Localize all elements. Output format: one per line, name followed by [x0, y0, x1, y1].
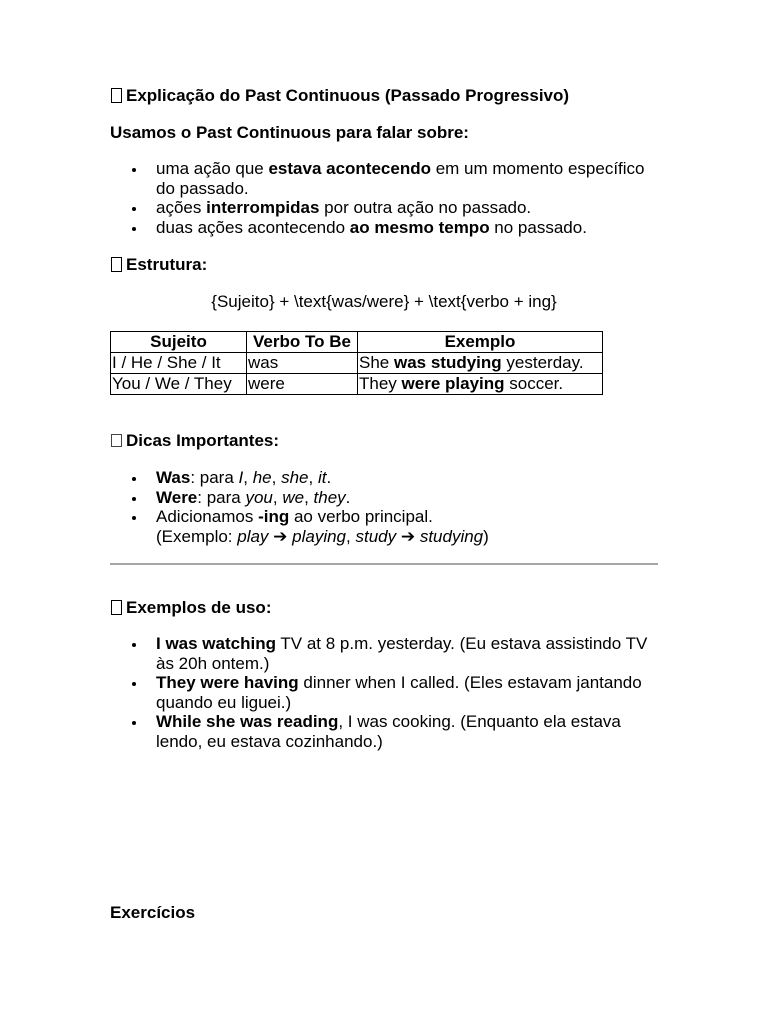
- missing-glyph-icon: [111, 600, 122, 615]
- list-item: uma ação que estava acontecendo em um momento específico do passado.: [110, 159, 658, 198]
- uses-heading: Usamos o Past Continuous para falar sobre:: [110, 123, 469, 142]
- tips-title: Dicas Importantes:: [126, 431, 280, 450]
- exercises-heading: Exercícios: [110, 903, 196, 922]
- list-item: Adicionamos -ing ao verbo principal. (Exemplo: play ➔ playing, study ➔ studying): [110, 507, 658, 546]
- missing-glyph-icon: [111, 257, 122, 272]
- examples-heading: [110, 598, 271, 618]
- table-cell: was: [247, 353, 358, 374]
- table-header-row: [111, 332, 603, 353]
- explanation-title: Explicação do Past Continuous (Passado Progressivo): [126, 86, 570, 105]
- structure-title: Estrutura:: [126, 255, 208, 274]
- table-cell: You / We / They: [111, 374, 247, 395]
- examples-title: Exemplos de uso:: [126, 598, 272, 617]
- column-header: Verbo To Be: [247, 332, 358, 353]
- column-header: Exemplo: [358, 332, 603, 353]
- list-item: Was: para I, he, she, it.: [110, 468, 658, 488]
- uses-list: [110, 159, 658, 237]
- structure-heading: [110, 255, 207, 275]
- list-item: ações interrompidas por outra ação no passado.: [110, 198, 658, 218]
- structure-formula: {Sujeito} + \text{was/were} + \text{verbo + ing}: [211, 292, 557, 311]
- table-cell: I / He / She / It: [111, 353, 247, 374]
- list-item: I was watching TV at 8 p.m. yesterday. (Eu estava assistindo TV às 20h ontem.): [110, 634, 658, 673]
- list-item: duas ações acontecendo ao mesmo tempo no passado.: [110, 218, 658, 238]
- column-header: Sujeito: [111, 332, 247, 353]
- list-item: While she was reading, I was cooking. (Enquanto ela estava lendo, eu estava cozinhando.): [110, 712, 658, 751]
- missing-glyph-icon: [111, 434, 122, 447]
- table-row: [111, 374, 603, 395]
- list-item: Were: para you, we, they.: [110, 488, 658, 508]
- table-row: [111, 353, 603, 374]
- missing-glyph-icon: [111, 88, 122, 103]
- divider: [110, 563, 658, 565]
- tips-heading: [110, 431, 279, 451]
- examples-list: [110, 634, 658, 751]
- table-cell: They were playing soccer.: [358, 374, 603, 395]
- conjugation-table: [110, 331, 603, 395]
- table-cell: She was studying yesterday.: [358, 353, 603, 374]
- tips-list: [110, 468, 658, 546]
- explanation-heading: [110, 86, 569, 106]
- table-cell: were: [247, 374, 358, 395]
- list-item: They were having dinner when I called. (Eles estavam jantando quando eu liguei.): [110, 673, 658, 712]
